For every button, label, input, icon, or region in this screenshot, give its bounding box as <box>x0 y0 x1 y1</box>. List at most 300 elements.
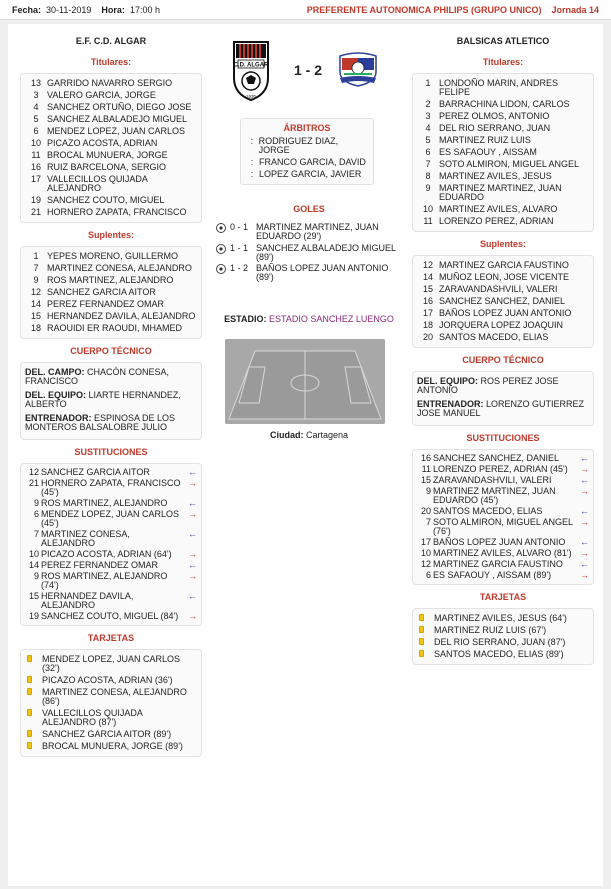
player-number: 18 <box>422 320 433 330</box>
player-number: 11 <box>31 150 41 160</box>
player-number: 5 <box>33 114 39 124</box>
yellow-card-icon <box>419 614 424 621</box>
home-titulares-title: Titulares: <box>90 57 132 67</box>
player-name-link[interactable]: BROCAL MUNUERA, JORGE <box>47 150 168 160</box>
match-score: 1 - 2 <box>294 62 323 78</box>
player-number: 11 <box>423 216 433 226</box>
player-row <box>25 288 197 297</box>
substitution-row <box>25 510 197 528</box>
player-name-link[interactable]: PICAZO ACOSTA, ADRIAN <box>47 138 158 148</box>
arrow-left-icon: ← <box>188 498 197 508</box>
arrow-right-icon: → <box>188 549 197 559</box>
player-number: 15 <box>28 591 39 601</box>
player-name-link[interactable]: ROS MARTINEZ, ALEJANDRO (74') <box>41 571 168 590</box>
player-name-link[interactable]: BROCAL MUNUERA, JORGE (89') <box>42 741 183 751</box>
player-number: 6 <box>425 147 431 157</box>
player-name-link[interactable]: PICAZO ACOSTA, ADRIAN (36') <box>42 675 173 685</box>
player-number: 9 <box>33 498 39 508</box>
player-number: 10 <box>420 548 431 558</box>
stadium-info <box>214 314 404 324</box>
referee-separator: : <box>250 157 254 167</box>
player-number: 9 <box>425 486 431 496</box>
player-name-link[interactable]: RUIZ BARCELONA, SERGIO <box>47 162 167 172</box>
player-number: 21 <box>30 207 41 217</box>
player-row <box>25 151 197 160</box>
card-row <box>417 626 589 635</box>
goal-row <box>216 264 402 282</box>
player-name-link[interactable]: DEL RIO SERRANO, JUAN (87') <box>434 637 566 647</box>
home-cards-title: TARJETAS <box>87 633 135 643</box>
player-name-link[interactable]: VALLECILLOS QUIJADA ALEJANDRO (87') <box>42 708 143 727</box>
substitution-row <box>25 530 197 548</box>
arrow-right-icon: → <box>580 486 589 496</box>
player-row <box>417 297 589 306</box>
substitution-row <box>25 612 197 621</box>
player-row <box>417 100 589 109</box>
arrow-right-icon: → <box>188 611 197 621</box>
away-suplentes-title: Suplentes: <box>479 239 526 249</box>
arrow-right-icon: → <box>188 509 197 519</box>
player-name-link[interactable]: MARTINEZ AVILES, ALVARO <box>439 204 558 214</box>
player-row <box>25 264 197 273</box>
staff-role: DEL. CAMPO: <box>25 367 85 377</box>
referees-title: ÁRBITROS <box>283 123 331 133</box>
player-name-link[interactable]: SANCHEZ ALBALADEJO MIGUEL <box>47 114 188 124</box>
player-name-link[interactable]: MARTINEZ RUIZ LUIS <box>439 135 531 145</box>
player-row <box>25 208 197 217</box>
player-name-link[interactable]: LORENZO PEREZ, ADRIAN <box>439 216 554 226</box>
player-name-link[interactable]: ROS MARTINEZ, ALEJANDRO <box>41 498 168 508</box>
goal-score: 1 - 1 <box>230 243 249 253</box>
player-number: 20 <box>420 506 431 516</box>
player-name-link[interactable]: ES SAFAOUY , AISSAM (89') <box>433 570 552 580</box>
competition-info <box>307 5 599 15</box>
player-number: 5 <box>425 135 431 145</box>
substitution-row <box>417 507 589 516</box>
player-name-link[interactable]: ES SAFAOUY , AISSAM <box>439 147 537 157</box>
player-number: 10 <box>28 549 39 559</box>
goal-scorer-link[interactable]: MARTINEZ MARTINEZ, JUAN EDUARDO (29') <box>256 222 379 241</box>
player-number: 17 <box>30 174 41 184</box>
jornada-label: Jornada 14 <box>551 5 599 15</box>
player-row <box>417 136 589 145</box>
home-cards-list <box>20 649 202 757</box>
substitution-row <box>417 518 589 536</box>
yellow-card-icon <box>27 709 32 716</box>
player-row <box>25 196 197 205</box>
player-number: 7 <box>425 159 431 169</box>
player-name-link[interactable]: SANTOS MACEDO, ELIAS <box>439 332 549 342</box>
player-number: 9 <box>425 183 431 193</box>
goal-scorer-link[interactable]: BAÑOS LOPEZ JUAN ANTONIO (89') <box>256 263 389 282</box>
player-row <box>417 321 589 330</box>
player-row <box>417 160 589 169</box>
player-name-link[interactable]: SANTOS MACEDO, ELIAS (89') <box>434 649 564 659</box>
away-crest-icon <box>336 48 380 88</box>
player-name-link[interactable]: SANCHEZ COUTO, MIGUEL <box>47 195 165 205</box>
player-number: 7 <box>33 529 39 539</box>
player-name-link[interactable]: RAOUIDI ER RAOUDI, MHAMED <box>47 323 183 333</box>
city-label: Ciudad: <box>269 430 304 440</box>
player-number: 16 <box>420 453 431 463</box>
player-name-link[interactable]: PICAZO ACOSTA, ADRIAN (64') <box>41 549 172 559</box>
arrow-right-icon: → <box>580 517 589 527</box>
player-number: 3 <box>425 111 431 121</box>
player-row <box>417 124 589 133</box>
goal-score: 1 - 2 <box>230 263 249 273</box>
player-name-link[interactable]: MARTINEZ MARTINEZ, JUAN EDUARDO <box>439 183 562 202</box>
player-row <box>417 79 589 97</box>
pitch-drawing <box>225 339 385 424</box>
player-name-link[interactable]: SANCHEZ GARCIA AITOR <box>47 287 156 297</box>
staff-role: DEL. EQUIPO: <box>417 376 479 386</box>
arrow-left-icon: ← <box>188 591 197 601</box>
player-number: 19 <box>30 195 41 205</box>
referees-list <box>245 137 369 179</box>
substitution-row <box>417 538 589 547</box>
yellow-card-icon <box>419 650 424 657</box>
referees-panel <box>240 118 374 185</box>
player-name-link[interactable]: SOTO ALMIRON, MIGUEL ANGEL (76') <box>433 517 573 536</box>
home-crest-icon <box>230 38 272 102</box>
player-number: 16 <box>422 296 433 306</box>
player-row <box>417 217 589 226</box>
player-number: 18 <box>30 323 41 333</box>
player-number: 6 <box>425 570 431 580</box>
substitution-row <box>25 468 197 477</box>
substitution-row <box>25 550 197 559</box>
arrow-right-icon: → <box>188 571 197 581</box>
match-datetime <box>12 5 160 15</box>
player-row <box>25 127 197 136</box>
hora-label: Hora: <box>101 5 125 15</box>
staff-row <box>417 400 589 418</box>
player-number: 2 <box>425 99 431 109</box>
player-row <box>417 184 589 202</box>
substitution-row <box>25 572 197 590</box>
home-suplentes-title: Suplentes: <box>87 230 134 240</box>
staff-row <box>25 368 197 386</box>
soccer-ball-icon <box>216 264 226 274</box>
referee-separator: : <box>250 136 254 146</box>
player-name-link[interactable]: LORENZO PEREZ, ADRIAN (45') <box>433 464 568 474</box>
stadium-name-link[interactable]: ESTADIO SANCHEZ LUENGO <box>269 314 394 324</box>
home-team-column <box>20 24 202 757</box>
substitution-row <box>25 592 197 610</box>
staff-name: CHACÓN CONESA, FRANCISCO <box>25 367 170 386</box>
referee-separator: : <box>250 169 254 179</box>
player-number: 14 <box>30 299 41 309</box>
player-name-link[interactable]: HORNERO ZAPATA, FRANCISCO (45') <box>41 478 181 497</box>
player-name-link[interactable]: PEREZ OLMOS, ANTONIO <box>439 111 550 121</box>
away-staff-list <box>412 371 594 426</box>
arrow-right-icon: → <box>580 464 589 474</box>
player-row <box>25 103 197 112</box>
player-name-link[interactable]: MUÑOZ LEON, JOSE VICENTE <box>439 272 570 282</box>
soccer-ball-icon <box>216 244 226 254</box>
player-number: 8 <box>425 171 431 181</box>
yellow-card-icon <box>419 638 424 645</box>
player-number: 12 <box>422 260 433 270</box>
staff-name: ESPINOSA DE LOS MONTEROS BALSALOBRE JULIO <box>25 413 176 432</box>
player-number: 19 <box>28 611 39 621</box>
player-row <box>417 285 589 294</box>
player-row <box>25 276 197 285</box>
player-name-link[interactable]: HORNERO ZAPATA, FRANCISCO <box>47 207 187 217</box>
player-number: 6 <box>33 509 39 519</box>
player-row <box>25 324 197 333</box>
player-number: 1 <box>33 251 39 261</box>
player-row <box>25 312 197 321</box>
player-name-link[interactable]: MARTINEZ CONESA, ALEJANDRO <box>47 263 192 273</box>
player-number: 21 <box>28 478 39 488</box>
player-name-link[interactable]: BAÑOS LOPEZ JUAN ANTONIO <box>439 308 572 318</box>
player-name-link[interactable]: GARRIDO NAVARRO SERGIO <box>47 78 173 88</box>
referee-row <box>245 170 369 179</box>
player-name-link[interactable]: PEREZ FERNANDEZ OMAR <box>41 560 159 570</box>
player-name-link[interactable]: MENDEZ LOPEZ, JUAN CARLOS (32') <box>42 654 181 673</box>
yellow-card-icon <box>27 688 32 695</box>
player-name-link[interactable]: BAÑOS LOPEZ JUAN ANTONIO <box>433 537 566 547</box>
away-team-column <box>412 24 594 665</box>
home-team-name: E.F. C.D. ALGAR <box>75 36 147 46</box>
player-number: 9 <box>33 275 39 285</box>
fecha-value: 30-11-2019 <box>46 5 92 15</box>
arrow-left-icon: ← <box>580 537 589 547</box>
player-number: 15 <box>420 475 431 485</box>
player-name-link[interactable]: SANCHEZ GARCIA AITOR (89') <box>42 729 172 739</box>
player-name-link[interactable]: ROS MARTINEZ, ALEJANDRO <box>47 275 174 285</box>
city-name: Cartagena <box>305 430 349 440</box>
crest-text: C.D. ALGAR <box>233 62 269 69</box>
staff-row <box>25 391 197 409</box>
player-number: 1 <box>425 78 431 88</box>
player-name-link[interactable]: MARTINEZ AVILES, ALVARO (81') <box>433 548 572 558</box>
home-starters-list <box>20 73 202 223</box>
player-name-link[interactable]: ZARAVANDASHVILI, VALERI <box>439 284 558 294</box>
card-row <box>25 730 197 739</box>
arrow-left-icon: ← <box>580 506 589 516</box>
player-row <box>417 333 589 342</box>
player-name-link[interactable]: MARTINEZ GARCIA FAUSTINO <box>439 260 569 270</box>
crest-year: 1930 <box>245 94 257 99</box>
player-row <box>417 273 589 282</box>
referee-name: RODRIGUEZ DIAZ, JORGE <box>258 136 339 155</box>
referee-row <box>245 158 369 167</box>
home-subs-list <box>20 246 202 339</box>
arrow-left-icon: ← <box>188 467 197 477</box>
player-name-link[interactable]: MENDEZ LOPEZ, JUAN CARLOS (45') <box>41 509 180 528</box>
player-number: 17 <box>420 537 431 547</box>
player-name-link[interactable]: HERNANDEZ DAVILA, ALEJANDRO <box>41 591 134 610</box>
substitution-row <box>25 561 197 570</box>
player-name-link[interactable]: DEL RIO SERRANO, JUAN <box>439 123 551 133</box>
player-name-link[interactable]: JORQUERA LOPEZ JOAQUIN <box>439 320 564 330</box>
card-row <box>25 655 197 673</box>
player-row <box>417 172 589 181</box>
player-row <box>417 148 589 157</box>
substitution-row <box>417 476 589 485</box>
staff-role: ENTRENADOR: <box>25 413 92 423</box>
player-number: 7 <box>33 263 39 273</box>
player-row <box>417 309 589 318</box>
away-staff-title: CUERPO TÉCNICO <box>462 355 544 365</box>
goal-row <box>216 244 402 262</box>
arrow-left-icon: ← <box>188 529 197 539</box>
player-row <box>25 163 197 172</box>
player-number: 7 <box>425 517 431 527</box>
player-number: 4 <box>33 102 39 112</box>
player-name-link[interactable]: MENDEZ LOPEZ, JUAN CARLOS <box>47 126 186 136</box>
stadium-pitch-image <box>225 339 385 424</box>
player-number: 12 <box>30 287 41 297</box>
player-number: 4 <box>425 123 431 133</box>
player-name-link[interactable]: SANCHEZ SANCHEZ, DANIEL <box>439 296 566 306</box>
soccer-ball-icon <box>216 223 226 233</box>
home-substitutions-list <box>20 463 202 626</box>
player-name-link[interactable]: MARTINEZ MARTINEZ, JUAN EDUARDO (45') <box>433 486 556 505</box>
player-row <box>25 300 197 309</box>
card-row <box>417 638 589 647</box>
player-name-link[interactable]: SANCHEZ GARCIA AITOR <box>41 467 150 477</box>
goal-scorer-link[interactable]: SANCHEZ ALBALADEJO MIGUEL (89') <box>256 243 396 262</box>
player-name-link[interactable]: YEPES MORENO, GUILLERMO <box>47 251 179 261</box>
hora-value: 17:00 h <box>129 5 160 15</box>
player-name-link[interactable]: SANCHEZ ORTUÑO, DIEGO JOSE <box>47 102 192 112</box>
goal-row <box>216 223 402 241</box>
staff-role: ENTRENADOR: <box>417 399 484 409</box>
away-substitutions-list <box>412 449 594 585</box>
arrow-left-icon: ← <box>580 475 589 485</box>
player-name-link[interactable]: ZARAVANDASHVILI, VALERI <box>433 475 552 485</box>
player-name-link[interactable]: LONDOÑO MARIN, ANDRES FELIPE <box>439 78 559 97</box>
player-name-link[interactable]: MARTINEZ CONESA, ALEJANDRO <box>41 529 130 548</box>
player-number: 15 <box>30 311 41 321</box>
player-row <box>417 112 589 121</box>
away-titulares-title: Titulares: <box>482 57 524 67</box>
staff-name: ROS PEREZ JOSE ANTONIO <box>417 376 559 395</box>
player-name-link[interactable]: PEREZ FERNANDEZ OMAR <box>47 299 165 309</box>
city-info <box>214 430 404 440</box>
player-name-link[interactable]: MARTINEZ GARCIA FAUSTINO <box>433 559 563 569</box>
substitution-row <box>417 487 589 505</box>
substitution-row <box>417 571 589 580</box>
player-number: 14 <box>28 560 39 570</box>
substitution-row <box>417 465 589 474</box>
away-team-name: BALSICAS ATLETICO <box>456 36 550 46</box>
fecha-label: Fecha: <box>12 5 42 15</box>
home-staff-list <box>20 362 202 440</box>
player-number: 16 <box>30 162 41 172</box>
player-number: 9 <box>33 571 39 581</box>
referee-name: LOPEZ GARCIA, JAVIER <box>259 169 362 179</box>
yellow-card-icon <box>27 676 32 683</box>
arrow-left-icon: ← <box>580 559 589 569</box>
player-number: 10 <box>422 204 433 214</box>
player-name-link[interactable]: SANCHEZ COUTO, MIGUEL (84') <box>41 611 179 621</box>
player-name-link[interactable]: MARTINEZ AVILES, JESUS (64') <box>434 613 567 623</box>
staff-name: LORENZO GUTIERREZ JOSE MANUEL <box>417 399 585 418</box>
substitution-row <box>25 479 197 497</box>
substitution-row <box>25 499 197 508</box>
arrow-left-icon: ← <box>580 453 589 463</box>
away-cards-title: TARJETAS <box>479 592 527 602</box>
referee-name: FRANCO GARCIA, DAVID <box>259 157 366 167</box>
stadium-label: ESTADIO: <box>224 314 267 324</box>
player-number: 15 <box>422 284 433 294</box>
card-row <box>25 742 197 751</box>
yellow-card-icon <box>27 742 32 749</box>
goals-title: GOLES <box>293 204 325 214</box>
away-sust-title: SUSTITUCIONES <box>466 433 540 443</box>
staff-role: DEL. EQUIPO: <box>25 390 87 400</box>
yellow-card-icon <box>27 730 32 737</box>
staff-row <box>417 377 589 395</box>
player-name-link[interactable]: MARTINEZ CONESA, ALEJANDRO (86') <box>42 687 187 706</box>
home-staff-title: CUERPO TÉCNICO <box>70 346 152 356</box>
player-row <box>417 261 589 270</box>
player-row <box>25 91 197 100</box>
yellow-card-icon <box>419 626 424 633</box>
player-number: 10 <box>30 138 41 148</box>
player-name-link[interactable]: VALERO GARCIA, JORGE <box>47 90 156 100</box>
player-number: 6 <box>33 126 39 136</box>
referee-row <box>245 137 369 155</box>
substitution-row <box>417 549 589 558</box>
card-row <box>25 688 197 706</box>
away-cards-list <box>412 608 594 665</box>
card-row <box>417 614 589 623</box>
player-number: 17 <box>422 308 433 318</box>
player-number: 20 <box>422 332 433 342</box>
player-number: 12 <box>28 467 39 477</box>
player-name-link[interactable]: SOTO ALMIRON, MIGUEL ANGEL <box>439 159 580 169</box>
home-sust-title: SUSTITUCIONES <box>74 447 148 457</box>
player-name-link[interactable]: VALLECILLOS QUIJADA ALEJANDRO <box>47 174 148 193</box>
player-number: 14 <box>422 272 433 282</box>
card-row <box>25 676 197 685</box>
player-name-link[interactable]: MARTINEZ RUIZ LUIS (67') <box>434 625 547 635</box>
competition-name: PREFERENTE AUTONOMICA PHILIPS (GRUPO UNICO) <box>306 5 542 15</box>
card-row <box>25 709 197 727</box>
player-number: 12 <box>420 559 431 569</box>
substitution-row <box>417 454 589 463</box>
arrow-left-icon: ← <box>188 560 197 570</box>
player-row <box>417 205 589 214</box>
substitution-row <box>417 560 589 569</box>
player-number: 3 <box>33 90 39 100</box>
player-name-link[interactable]: MARTINEZ AVILES, JESUS <box>439 171 552 181</box>
away-subs-list <box>412 255 594 348</box>
player-name-link[interactable]: SANCHEZ SANCHEZ, DANIEL <box>433 453 560 463</box>
player-number: 11 <box>421 464 431 474</box>
staff-name: LIARTE HERNANDEZ, ALBERTO <box>25 390 181 409</box>
yellow-card-icon <box>27 655 32 662</box>
player-row <box>25 139 197 148</box>
arrow-right-icon: → <box>188 478 197 488</box>
match-header-bar <box>0 0 611 20</box>
player-name-link[interactable]: HERNANDEZ DAVILA, ALEJANDRO <box>47 311 196 321</box>
player-row <box>25 79 197 88</box>
arrow-right-icon: → <box>580 548 589 558</box>
arrow-right-icon: → <box>580 570 589 580</box>
player-name-link[interactable]: SANTOS MACEDO, ELIAS <box>433 506 543 516</box>
staff-row <box>25 414 197 432</box>
player-name-link[interactable]: BARRACHINA LIDON, CARLOS <box>439 99 570 109</box>
goal-score: 0 - 1 <box>230 222 249 232</box>
player-number: 13 <box>30 78 41 88</box>
player-row <box>25 175 197 193</box>
